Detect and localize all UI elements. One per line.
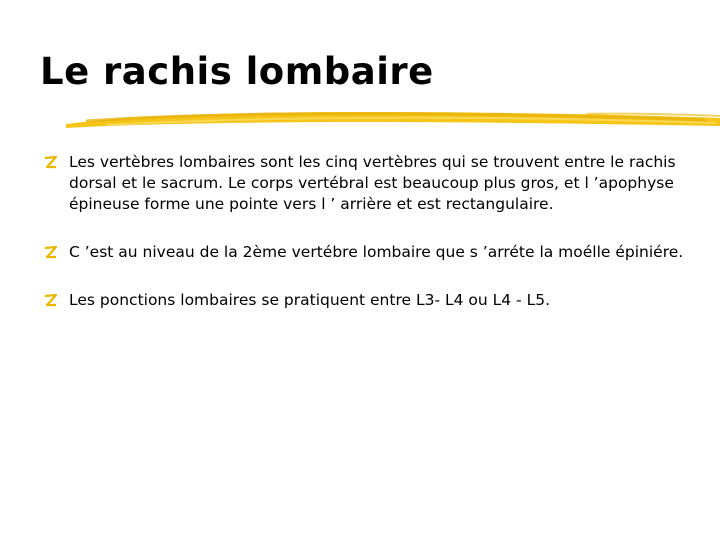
list-item (44, 290, 694, 311)
z-bullet-icon (44, 294, 57, 307)
bullet-text: Les ponctions lombaires se pratiquent entre L3- L4 ou L4 - L5. (69, 291, 550, 309)
title-brush-stroke (66, 104, 720, 134)
bullet-list (44, 152, 694, 338)
slide-title: Le rachis lombaire (40, 50, 434, 93)
bullet-text: C ’est au niveau de la 2ème vertébre lombaire que s ’arréte la moélle épiniére. (69, 243, 684, 261)
list-item (44, 242, 694, 263)
list-item (44, 152, 694, 215)
z-bullet-icon (44, 246, 57, 259)
bullet-text: Les vertèbres lombaires sont les cinq vertèbres qui se trouvent entre le rachis dorsal et le sacrum. Le corps vertébral est beaucoup plus gros, et l ’apophyse épineuse forme une pointe vers l ’ arrière et est rectangulaire. (69, 153, 676, 213)
z-bullet-icon (44, 156, 57, 169)
